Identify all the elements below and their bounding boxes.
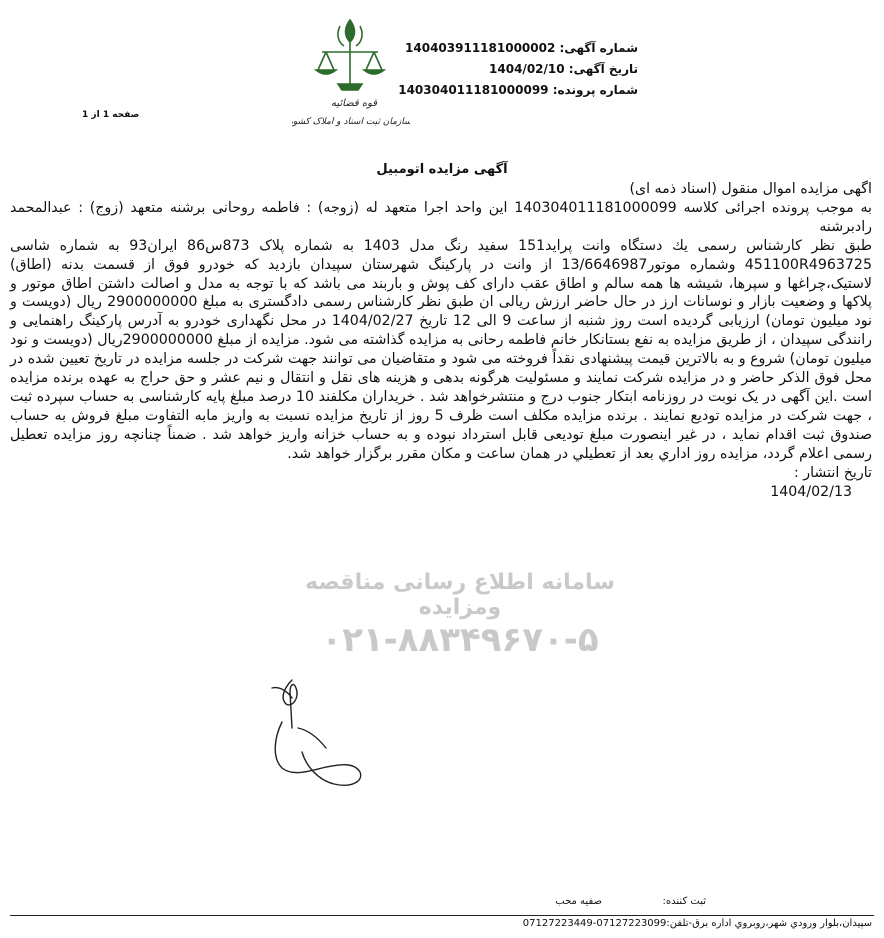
body-paragraph: طبق نظر کارشناس رسمی یك دستگاه وانت پراید151 سفید رنگ مدل 1403 به شماره پلاک 873س86 ایران93 به شماره شاسی 451100R4963725 وشماره موتور13/6646987 از وانت در پارکینگ شهرستان سپیدان بازدید که خودرو فوق از قسمت بدنه (اطاق) لاستیک،چراغها و سپرها، شیشه ها همه سالم و اطاق عقب دارای کف پوش و باربند می باشد که با توجه به مدل و اصالت داشتن اطاق موتور و پلاکها و وضعیت بازار و نوسانات ارز در حال حاضر ارزش ریالی ان طبق نظر کارشناس رسمی دادگستری به مبلغ 2900000000 ریال (دویست و نود میلیون تومان) ارزیابی گردیده است روز شنبه از ساعت 9 الی 12 تاریخ 1404/02/27 در محل نگهداری خودرو به آدرس پارکینگ راهنمایی و رانندگی سپیدان ، از طریق مزایده به نفع بستانکار خانم فاطمه رحانی به مزایده گذاشته می شود. مزایده از مبلغ 2900000000ریال (دویست و نود میلیون تومان) شروع و به بالاترین قیمت پیشنهادی نقداً فروخته می شود و متقاضیان می توانند جهت شرکت در جلسه مزایده در تاریخ تعیین شده در محل فوق الذکر حاضر و در مزایده شرکت نمایند و مسئولیت هرگونه بدهی و هزینه های نقل و انتقال و نیم عشر و حق حراج به عهده برنده مزایده است .این آگهی در یک نوبت در روزنامه ابتکار جنوب درج و منتشرخواهد شد . خریداران مکلفند 10 درصد مبلغ پایه کارشناسی به حساب سپرده ثبت ، جهت شرکت در مزایده تودیع نمایند . برنده مزایده مکلف است ظرف 5 روز از تاریخ مزایده نسبت به واریز مابه التفاوت مبلغ فروش به حساب صندوق ثبت اقدام نماید ، در غیر اینصورت مبلغ تودیعی قابل استرداد نبوده و به حساب خزانه واریز خواهد شد . ضمناً چنانچه روز مزایده تعطیل رسمی اعلام گردد، مزایده روز اداري بعد از تعطیلي در همان ساعت و مکان مقرر برگزار خواهد شد. xyxy=(10,237,873,462)
notice-date-row xyxy=(398,59,638,80)
notice-number: 140403911181000002 xyxy=(405,41,556,55)
notice-number-label: شماره آگهی: xyxy=(559,41,638,55)
handwritten-signature xyxy=(262,668,372,798)
emblem-org-line1: قوه قضائیه xyxy=(330,98,378,109)
registrar-name: صفیه محب xyxy=(555,896,602,907)
registrar-row xyxy=(663,896,706,907)
notice-date: 1404/02/10 xyxy=(489,62,565,76)
emblem-org-line2: سازمان ثبت اسناد و املاک کشور xyxy=(292,117,410,127)
notice-number-row xyxy=(398,38,638,59)
watermark xyxy=(300,570,620,660)
publish-date-row xyxy=(10,464,872,483)
footer-address: سپیدان،بلوار ورودي شهر،روبروي اداره برق-تلفن:07127223099-07127223449 xyxy=(522,918,872,929)
file-number-row xyxy=(398,80,638,101)
registrar-label: ثبت کننده: xyxy=(662,896,706,907)
notice-body xyxy=(10,180,872,501)
notice-date-label: تاریخ آگهی: xyxy=(568,62,638,76)
notice-meta xyxy=(398,38,638,101)
page-title: آگهی مزایده اتومبیل xyxy=(376,162,508,177)
watermark-text: سامانه اطلاع رسانی مناقصه ومزایده xyxy=(305,570,615,620)
body-line-case: به موجب پرونده اجرائی کلاسه 140304011181000099 این واحد اجرا متعهد له (زوجه) : فاطمه روحانی برشنه متعهد (زوج) : عبدالمحمد رادبرشنه xyxy=(10,199,872,235)
file-number-label: شماره پرونده: xyxy=(552,83,638,97)
page-number: صفحه 1 از 1 xyxy=(82,110,140,120)
publish-date-value-row xyxy=(10,483,872,502)
body-line-heading: اگهی مزایده اموال منقول (اسناد ذمه ای) xyxy=(629,181,872,197)
watermark-phone: ۰۲۱-۸۸۳۴۹۶۷۰-۵ xyxy=(321,620,599,660)
file-number: 140304011181000099 xyxy=(398,83,549,97)
publish-date-label: تاریخ انتشار : xyxy=(793,464,872,481)
publish-date: 1404/02/13 xyxy=(770,483,852,500)
emblem-icon xyxy=(292,12,410,130)
footer-divider xyxy=(10,915,874,916)
